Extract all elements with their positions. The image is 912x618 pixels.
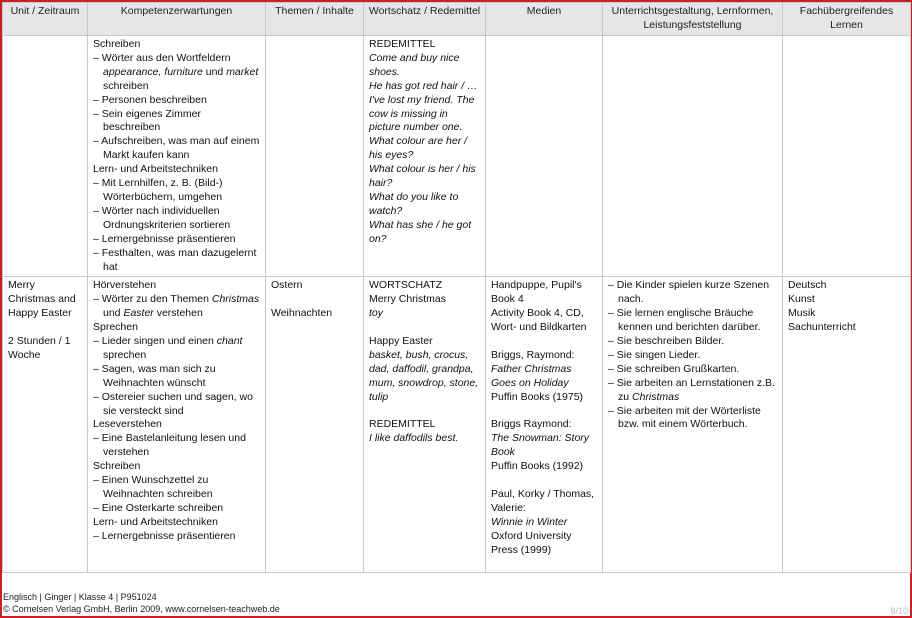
row2-wortschatz-cell [364, 277, 486, 573]
bullet-item: – Aufschreiben, was man auf einem Markt kaufen kann [93, 135, 260, 162]
cell-text: WORTSCHATZ [369, 279, 443, 292]
italic-term: market [226, 65, 259, 78]
italic-text: What do you like to watch? [369, 190, 459, 217]
cell-text: 2 Stunden / 1 Woche [8, 335, 71, 361]
row2-themen-cell [266, 277, 364, 573]
bullet-item: – Wörter aus den Wortfeldern appearance, furniture und market schreiben [93, 51, 259, 92]
cell-text: Schreiben [93, 38, 141, 50]
header-row [3, 3, 911, 36]
cell-text [8, 321, 82, 335]
italic-text: What colour is her / his hair? [369, 163, 476, 190]
row1-medien-cell [486, 36, 603, 277]
cell-text: REDEMITTEL [369, 418, 436, 431]
italic-term: Christmas [632, 390, 680, 403]
cell-text: Happy Easter [369, 335, 433, 348]
bullet-item: – Lieder singen und einen chant sprechen [93, 335, 243, 361]
cell-text: Merry Christmas and Happy Easter [8, 279, 76, 320]
cell-text: Sprechen [93, 321, 138, 334]
italic-text: I like daffodils best. [369, 432, 459, 445]
italic-text: Winnie in Winter [491, 515, 568, 528]
cell-text: REDEMITTEL [369, 38, 436, 50]
bullet-item: – Sein eigenes Zimmer beschreiben [93, 107, 201, 134]
cell-text: Handpuppe, Pupil's Book 4 [491, 279, 582, 306]
cell-text: Ostern [271, 279, 303, 292]
row2-fach-cell [783, 277, 911, 573]
italic-term: appearance, furniture [103, 65, 203, 78]
bullet-item: – Lernergebnisse präsentieren [93, 232, 236, 245]
row1-kompetenz-cell [88, 36, 266, 277]
curriculum-table [2, 2, 911, 573]
italic-term: Christmas [211, 293, 260, 306]
cell-text [491, 405, 597, 419]
row2-unterricht-cell [603, 277, 783, 573]
header-themen: Themen / Inhalte [266, 3, 364, 36]
italic-text: He has got red hair / … [369, 79, 478, 92]
cell-text: Schreiben [93, 460, 141, 473]
cell-text: Kunst [788, 293, 815, 306]
cell-text: Merry Christmas [369, 293, 447, 306]
cell-text: Sachunterricht [788, 321, 856, 334]
cell-text: Briggs, Raymond: [491, 348, 575, 361]
cell-text: Puffin Books (1975) [491, 390, 584, 403]
cell-text: Leseverstehen [93, 418, 162, 431]
bullet-item: – Ostereier suchen und sagen, wo sie versteckt sind [93, 390, 253, 417]
cell-text [491, 335, 597, 349]
italic-text: Father Christmas Goes on Holiday [491, 362, 572, 389]
row1-unit-cell [3, 36, 88, 277]
page-number: 8/10 [890, 606, 908, 616]
bullet-item: – Sagen, was man sich zu Weihnachten wünscht [93, 362, 216, 389]
italic-text: basket, bush, crocus, dad, daffodil, grandpa, mum, snowdrop, stone, tulip [369, 348, 479, 403]
bullet-item: – Sie arbeiten mit der Wörterliste bzw. mit einem Wörterbuch. [608, 404, 761, 431]
italic-text: Come and buy nice shoes. [369, 51, 460, 78]
cell-text: Oxford University Press (1999) [491, 529, 572, 556]
bullet-item: – Festhalten, was man dazugelernt hat [93, 246, 257, 273]
bullet-item: – Einen Wunschzettel zu Weihnachten schreiben [93, 474, 213, 500]
bullet-item: – Wörter nach individuellen Ordnungskriterien sortieren [93, 204, 231, 231]
header-wortschatz: Wortschatz / Redemittel [364, 3, 486, 36]
bullet-item: – Sie arbeiten an Lernstationen z.B. zu Christmas [608, 376, 775, 403]
cell-text [491, 474, 597, 488]
bullet-item: – Personen beschreiben [93, 93, 207, 106]
bullet-item: – Eine Osterkarte schreiben [93, 501, 224, 514]
cell-text: Lern- und Arbeitstechniken [93, 515, 218, 528]
bullet-item: – Sie singen Lieder. [608, 348, 701, 361]
footer-copyright: © Cornelsen Verlag GmbH, Berlin 2009, www.cornelsen-teachweb.de [3, 604, 280, 614]
cell-text [271, 293, 358, 307]
footer-course-line: Englisch | Ginger | Klasse 4 | P951024 [3, 592, 157, 602]
row2-medien-cell [486, 277, 603, 573]
italic-text: The Snowman: Story Book [491, 432, 590, 459]
italic-term: chant [216, 335, 243, 348]
cell-text [369, 321, 480, 335]
row2-kompetenz-cell [88, 277, 266, 573]
bullet-item: – Lernergebnisse präsentieren [93, 529, 236, 542]
cell-text: Hörverstehen [93, 279, 157, 292]
header-kompetenz: Kompetenzerwartungen [88, 3, 266, 36]
cell-text: Deutsch [788, 279, 827, 292]
cell-text: Puffin Books (1992) [491, 460, 584, 473]
row1-fach-cell [783, 36, 911, 277]
italic-term: Easter [123, 307, 154, 320]
bullet-item: – Eine Bastelanleitung lesen und verstehen [93, 432, 246, 459]
cell-text: Briggs Raymond: [491, 418, 572, 431]
header-fach: Fachübergreifendes Lernen [783, 3, 911, 36]
header-medien: Medien [486, 3, 603, 36]
header-unterricht: Unterrichtsgestaltung, Lernformen, Leistungsfeststellung [603, 3, 783, 36]
row1-wortschatz-cell [364, 36, 486, 277]
bullet-item: – Sie lernen englische Bräuche kennen und berichten darüber. [608, 307, 761, 334]
cell-text: Musik [788, 307, 816, 320]
cell-text: Paul, Korky / Thomas, Valerie: [491, 487, 595, 514]
row1-unterricht-cell [603, 36, 783, 277]
bullet-item: – Die Kinder spielen kurze Szenen nach. [608, 279, 770, 306]
table-row [3, 36, 911, 277]
bullet-item: – Sie beschreiben Bilder. [608, 335, 725, 348]
bullet-item: – Sie schreiben Grußkarten. [608, 362, 740, 375]
table-row [3, 277, 911, 573]
italic-text: What colour are her / his eyes? [369, 135, 468, 162]
italic-text: I've lost my friend. The cow is missing in picture number one. [369, 93, 475, 134]
header-unit: Unit / Zeitraum [3, 3, 88, 36]
cell-text: Lern- und Arbeitstechniken [93, 163, 218, 176]
italic-text: toy [369, 307, 384, 320]
row1-themen-cell [266, 36, 364, 277]
cell-text [369, 405, 480, 419]
italic-text: What has she / he got on? [369, 218, 472, 245]
bullet-item: – Wörter zu den Themen Christmas und Easter verstehen [93, 293, 260, 320]
bullet-item: – Mit Lernhilfen, z. B. (Bild-) Wörterbüchern, umgehen [93, 177, 223, 203]
cell-text: Weihnachten [271, 307, 333, 320]
row2-unit-cell [3, 277, 88, 573]
cell-text: Activity Book 4, CD, Wort- und Bildkarten [491, 307, 587, 334]
